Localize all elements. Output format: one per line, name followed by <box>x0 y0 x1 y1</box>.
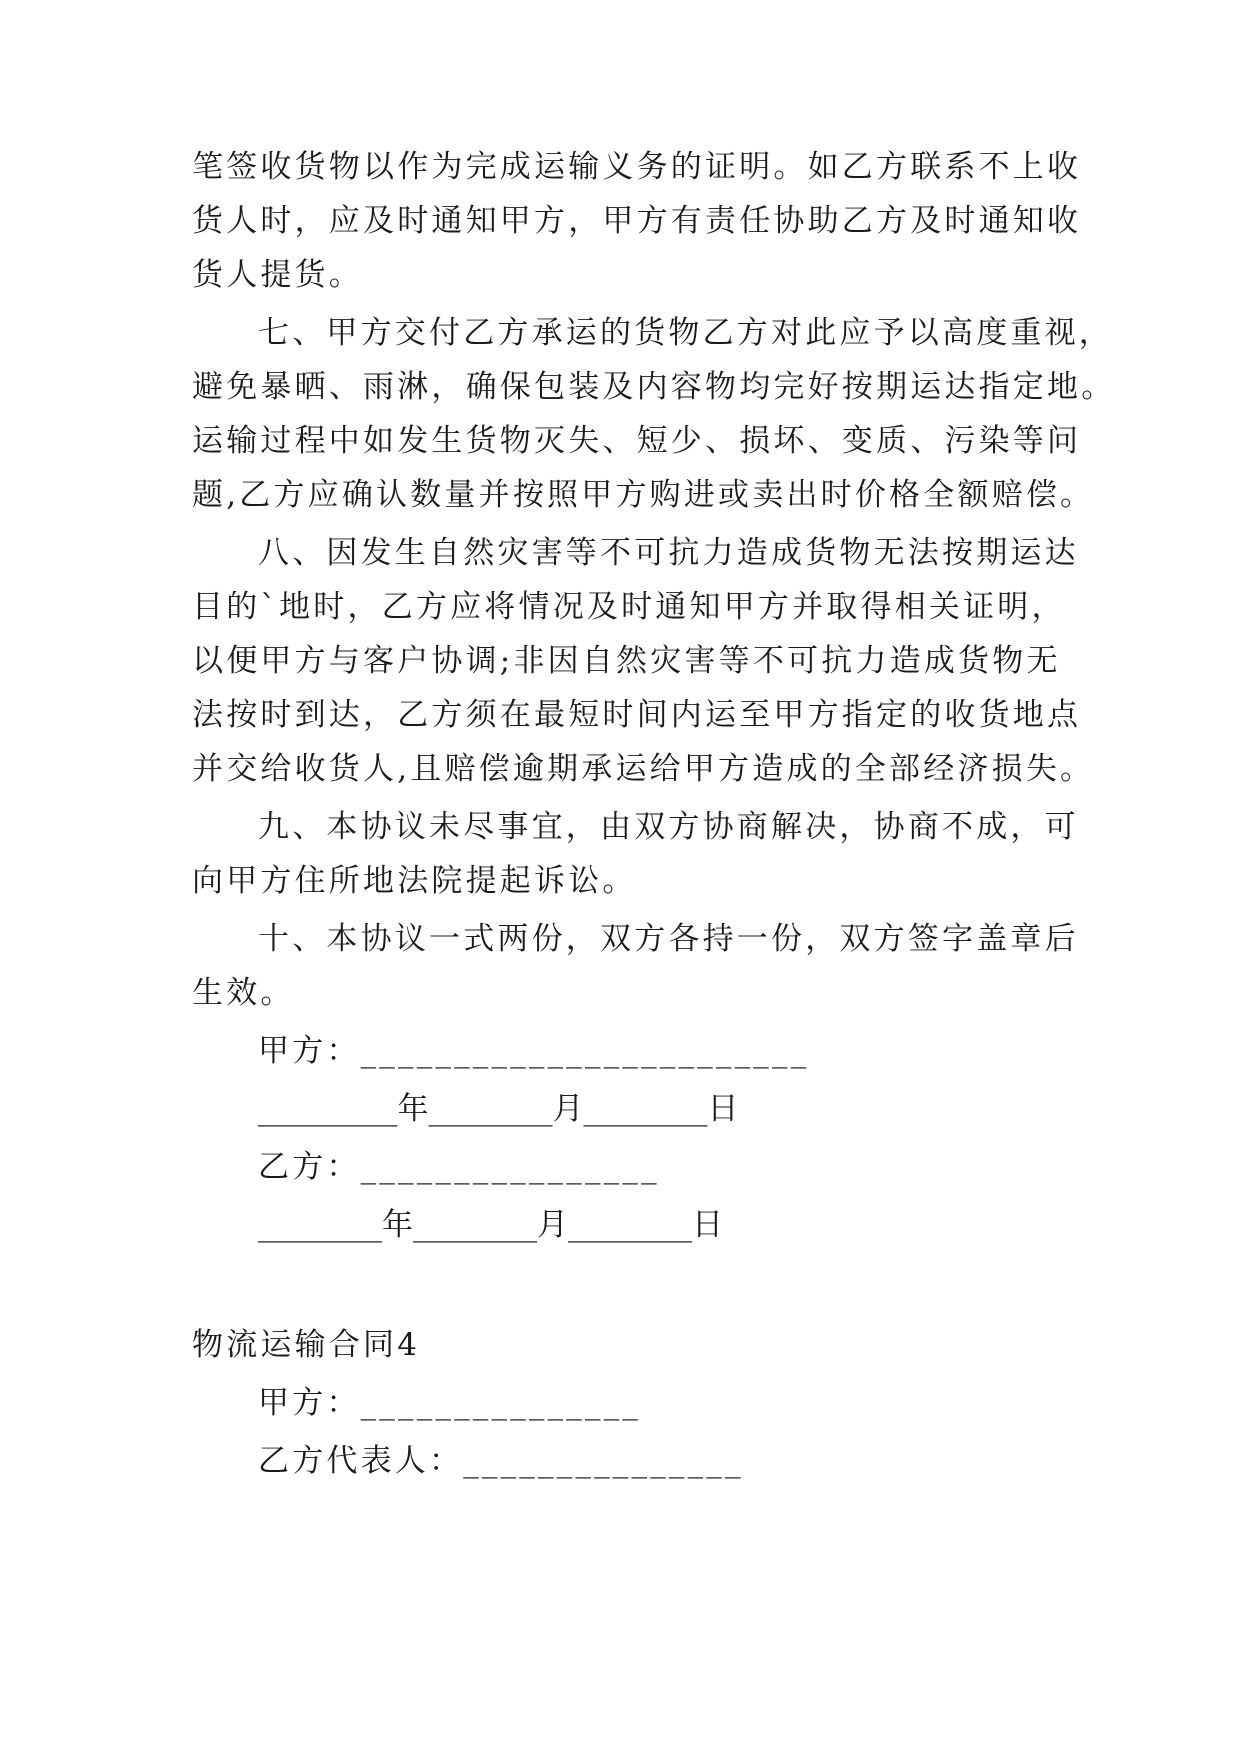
body-line: 题,乙方应确认数量并按照甲方购进或卖出时价格全额赔偿。 <box>192 477 1095 513</box>
body-line: 避免暴晒、雨淋，确保包装及内容物均完好按期运达指定地。 <box>192 369 1116 405</box>
party-a-date: _________年________月________日 <box>258 1091 739 1127</box>
contract4-party-b-rep: 乙方代表人：_______________ <box>258 1443 744 1479</box>
body-line: 法按时到达，乙方须在最短时间内运至甲方指定的收货地点 <box>192 697 1082 733</box>
party-b-signature: 乙方：________________ <box>258 1149 660 1185</box>
body-line: 货人时，应及时通知甲方，甲方有责任协助乙方及时通知收 <box>192 203 1082 239</box>
clause-10-line: 十、本协议一式两份，双方各持一份，双方签字盖章后 <box>258 921 1079 957</box>
body-line: 运输过程中如发生货物灭失、短少、损坏、变质、污染等问 <box>192 423 1082 459</box>
body-line: 笔签收货物以作为完成运输义务的证明。如乙方联系不上收 <box>192 149 1082 185</box>
section-title: 物流运输合同4 <box>192 1327 421 1363</box>
contract4-party-a: 甲方：_______________ <box>258 1385 642 1421</box>
body-line: 以便甲方与客户协调;非因自然灾害等不可抗力造成货物无 <box>192 643 1061 679</box>
clause-9-line: 九、本协议未尽事宜，由双方协商解决，协商不成，可 <box>258 809 1079 845</box>
body-line: 向甲方住所地法院提起诉讼。 <box>192 863 637 899</box>
party-a-signature: 甲方：________________________ <box>258 1033 810 1069</box>
body-line: 货人提货。 <box>192 257 363 293</box>
party-b-date: ________年________月________日 <box>258 1207 723 1243</box>
body-line: 并交给收货人,且赔偿逾期承运给甲方造成的全部经济损失。 <box>192 751 1095 787</box>
body-line: 目的`地时，乙方应将情况及时通知甲方并取得相关证明， <box>192 589 1066 625</box>
clause-7-line: 七、甲方交付乙方承运的货物乙方对此应予以高度重视， <box>258 315 1113 351</box>
body-line: 生效。 <box>192 975 295 1011</box>
clause-8-line: 八、因发生自然灾害等不可抗力造成货物无法按期运达 <box>258 535 1079 571</box>
